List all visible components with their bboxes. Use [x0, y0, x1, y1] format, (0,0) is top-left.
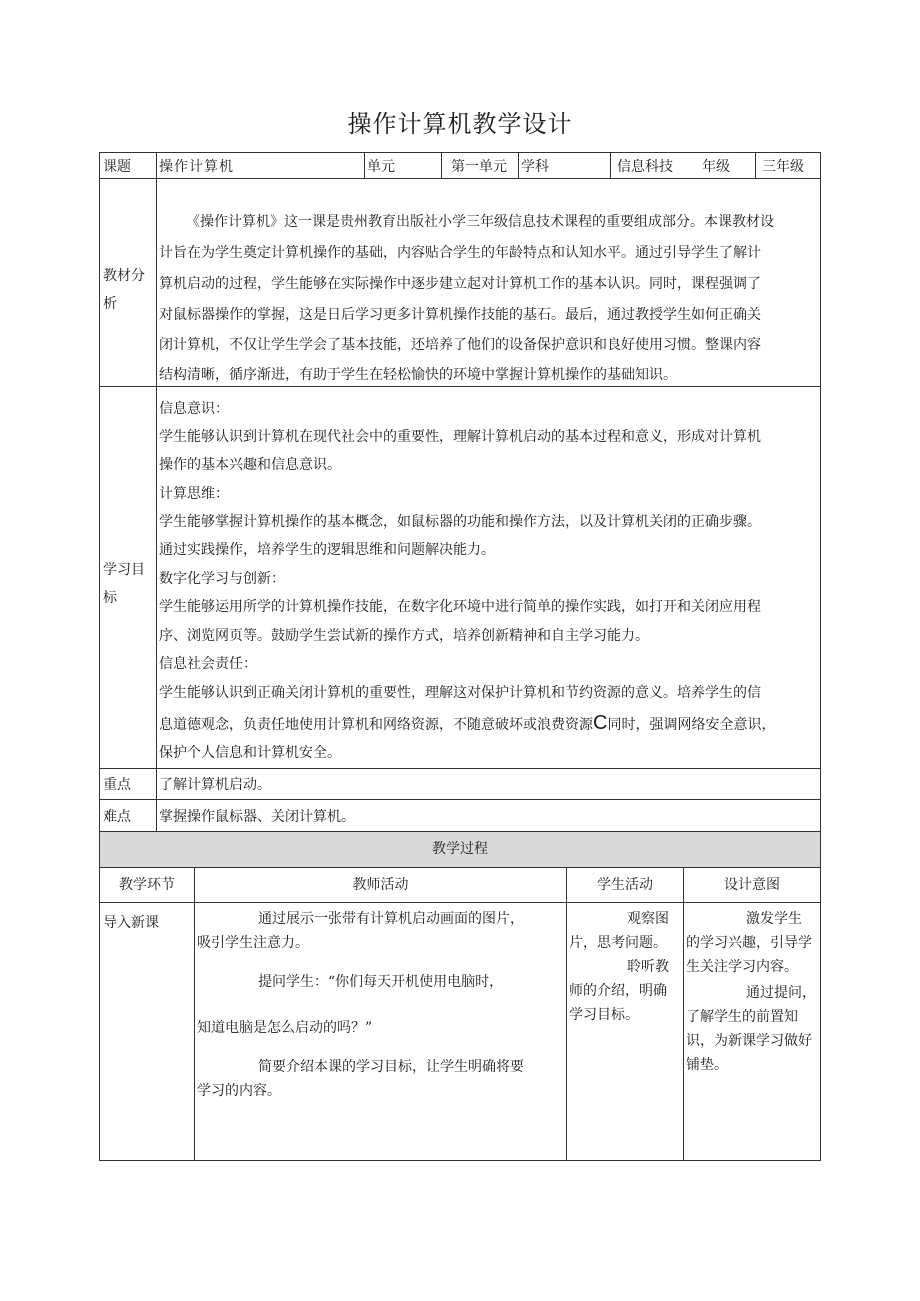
analysis-line: 对鼠标器操作的掌握，这是日后学习更多计算机操作技能的基石。最后，通过教授学生如何正确关: [159, 307, 761, 323]
objective-line-tail: 同时，强调网络安全意识，: [607, 717, 776, 733]
student-line: 观察图: [627, 911, 669, 927]
teacher-line: 通过展示一张带有计算机启动画面的图片，: [258, 911, 524, 927]
analysis-line: 结构清晰，循序渐进，有助于学生在轻松愉快的环境中掌握计算机操作的基础知识。: [159, 367, 677, 383]
table-border: [566, 867, 567, 1161]
objective-line: [159, 714, 775, 734]
table-border: [99, 386, 821, 387]
teacher-line: 学习的内容。: [197, 1083, 281, 1099]
subject-label: 学科: [521, 159, 549, 175]
difficulty-label: 难点: [103, 809, 131, 825]
objectives-label-line1: 学习目: [103, 562, 145, 578]
unit-value: 第一单元: [451, 159, 507, 175]
column-header-teacher: 教师活动: [352, 877, 409, 893]
table-border: [441, 152, 442, 179]
column-header-student: 学生活动: [597, 877, 653, 893]
analysis-label-line2: 析: [103, 296, 117, 312]
table-border: [364, 152, 365, 179]
objective-line-head: 息道德观念，负责任地使用计算机和网络资源，不随意破坏或浪费资源: [159, 717, 593, 733]
table-border: [99, 768, 821, 769]
teacher-line: 知道电脑是怎么启动的吗？”: [197, 1020, 373, 1036]
table-border-bottom: [99, 1160, 821, 1161]
stray-mark: C: [593, 712, 608, 734]
table-border-left: [99, 152, 100, 1161]
objective-line: 学生能够运用所学的计算机操作技能，在数字化环境中进行简单的操作实践，如打开和关闭应用程: [159, 599, 761, 615]
course-label: 课题: [103, 159, 131, 175]
objective-line: 计算思维：: [159, 486, 229, 502]
column-header-stage: 教学环节: [119, 877, 175, 893]
analysis-label: [101, 262, 145, 318]
teacher-line: 提问学生：“你们每天开机使用电脑时，: [258, 974, 504, 990]
analysis-line: 算机启动的过程，学生能够在实际操作中逐步建立起对计算机工作的基本认识。同时，课程强调了: [159, 276, 761, 292]
key-point-label: 重点: [103, 777, 131, 793]
analysis-line: 闭计算机，不仅让学生学会了基本技能，还培养了他们的设备保护意识和良好使用习惯。整课内容: [159, 337, 761, 353]
table-border: [755, 152, 756, 179]
process-heading: 教学过程: [432, 841, 488, 857]
objective-line: 通过实践操作，培养学生的逻辑思维和问题解决能力。: [159, 542, 495, 558]
grade-value: 三年级: [762, 159, 804, 175]
student-line: 聆听教: [627, 959, 669, 975]
intent-line: 识，为新课学习做好: [686, 1033, 812, 1049]
objective-line: 信息意识：: [159, 401, 229, 417]
analysis-label-line1: 教材分: [103, 268, 145, 284]
student-line: 师的介绍，明确: [569, 983, 667, 999]
objective-line: 学生能够认识到正确关闭计算机的重要性，理解这对保护计算机和节约资源的意义。培养学生的信: [159, 685, 761, 701]
objective-line: 学生能够掌握计算机操作的基本概念，如鼠标器的功能和操作方法，以及计算机关闭的正确步骤。: [159, 514, 761, 530]
objective-line: 保护个人信息和计算机安全。: [159, 745, 341, 761]
objective-line: 信息社会责任：: [159, 656, 257, 672]
table-border: [99, 178, 821, 179]
stage-cell: 导入新课: [103, 915, 159, 931]
table-border: [518, 152, 519, 179]
table-border: [99, 799, 821, 800]
unit-label: 单元: [367, 159, 395, 175]
course-value: 操作计算机: [159, 159, 234, 175]
table-border: [99, 867, 821, 868]
table-border-top: [99, 152, 821, 153]
table-border: [194, 867, 195, 1161]
table-border: [99, 831, 821, 832]
intent-line: 铺垫。: [686, 1057, 728, 1073]
student-line: 学习目标。: [569, 1007, 639, 1023]
difficulty-value: 掌握操作鼠标器、关闭计算机。: [159, 809, 355, 825]
intent-line: 了解学生的前置知: [686, 1009, 798, 1025]
table-border: [683, 867, 684, 1161]
objective-line: 数字化学习与创新：: [159, 571, 285, 587]
grade-label: 年级: [702, 159, 730, 175]
intent-line: 生关注学习内容。: [686, 959, 798, 975]
subject-value: 信息科技: [617, 159, 673, 175]
teacher-line: 吸引学生注意力。: [197, 935, 309, 951]
teacher-line: 简要介绍本课的学习目标，让学生明确将要: [258, 1059, 524, 1075]
objective-line: 学生能够认识到计算机在现代社会中的重要性，理解计算机启动的基本过程和意义，形成对计算机: [159, 429, 761, 445]
column-header-intent: 设计意图: [724, 877, 780, 893]
table-border: [610, 152, 611, 179]
table-border-right: [820, 152, 821, 1161]
intent-line: 通过提问，: [746, 985, 816, 1001]
objective-line: 操作的基本兴趣和信息意识。: [159, 457, 341, 473]
key-point-value: 了解计算机启动。: [159, 777, 271, 793]
objectives-label-line2: 标: [103, 590, 117, 606]
intent-line: 的学习兴趣，引导学: [686, 935, 812, 951]
table-border: [156, 152, 157, 832]
table-border: [99, 902, 821, 903]
analysis-line: 《操作计算机》这一课是贵州教育出版社小学三年级信息技术课程的重要组成部分。本课教材设: [186, 214, 774, 230]
document-title: 操作计算机教学设计: [347, 110, 573, 138]
objectives-label: [101, 556, 145, 612]
intent-line: 激发学生: [746, 911, 802, 927]
analysis-line: 计旨在为学生奠定计算机操作的基础，内容贴合学生的年龄特点和认知水平。通过引导学生了解计: [159, 245, 761, 261]
student-line: 片，思考问题。: [569, 935, 667, 951]
objective-line: 序、浏览网页等。鼓励学生尝试新的操作方式，培养创新精神和自主学习能力。: [159, 628, 649, 644]
